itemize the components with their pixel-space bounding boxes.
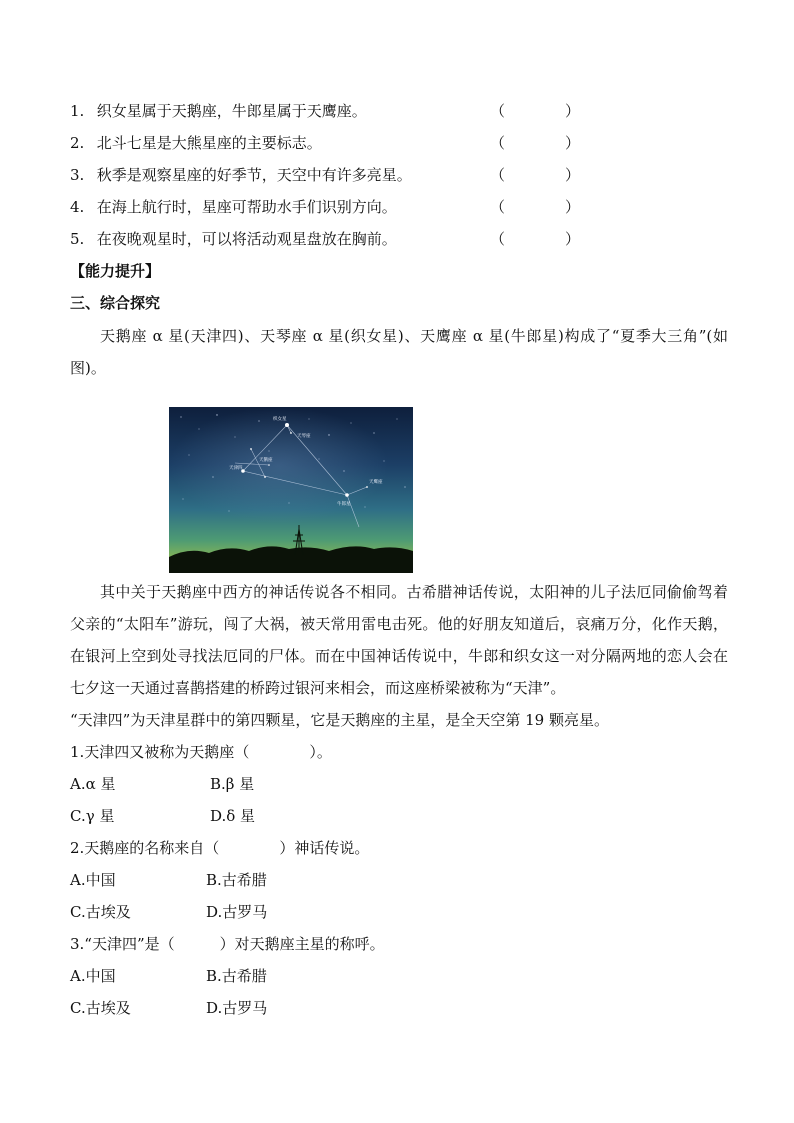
tf-item-number: 5.: [70, 230, 85, 248]
tf-item-number: 2.: [70, 134, 85, 152]
question-3-option-d[interactable]: D.古罗马: [206, 999, 268, 1017]
tf-item-text: 织女星属于天鹅座，牛郎星属于天鹰座。: [96, 102, 367, 120]
question-1-option-b[interactable]: B.β 星: [210, 775, 255, 793]
summer-triangle-photo: [169, 407, 413, 573]
intro-paragraph: 天鹅座 α 星(天津四)、天琴座 α 星(织女星)、天鹰座 α 星(牛郎星)构成了“夏季大三角”(如图)。: [70, 327, 728, 377]
question-1-option-d[interactable]: D.δ 星: [210, 807, 256, 825]
question-1-option-a[interactable]: A.α 星: [70, 775, 116, 793]
tf-item-text: 北斗七星是大熊星座的主要标志。: [96, 134, 322, 152]
question-2-stem: 2.天鹅座的名称来自（ ）神话传说。: [70, 839, 370, 857]
question-3-option-b[interactable]: B.古希腊: [206, 967, 267, 985]
section-heading: 【能力提升】: [70, 262, 161, 280]
tf-item-number: 3.: [70, 166, 85, 184]
tf-item-1: [70, 100, 367, 121]
question-3-stem: 3.“天津四”是（ ）对天鹅座主星的称呼。: [70, 935, 385, 953]
tf-answer-blank[interactable]: （ ）: [490, 134, 581, 152]
tf-item-2: [70, 132, 322, 153]
subsection-heading: 三、综合探究: [70, 294, 161, 312]
tf-answer-blank[interactable]: （ ）: [490, 230, 581, 248]
tf-item-text: 秋季是观察星座的好季节，天空中有许多亮星。: [96, 166, 412, 184]
tf-answer-blank[interactable]: （ ）: [490, 198, 581, 216]
story-paragraph-2: “天津四”为天津星群中的第四颗星，它是天鹅座的主星，是全天空第 19 颗亮星。: [70, 711, 609, 729]
tf-item-3: [70, 164, 412, 185]
question-2-option-b[interactable]: B.古希腊: [206, 871, 267, 889]
vega-star: [285, 423, 289, 427]
question-3-option-a[interactable]: A.中国: [70, 967, 116, 985]
label-cygnus: 天鹅座: [259, 458, 273, 463]
tf-item-number: 4.: [70, 198, 85, 216]
label-lyra: 天琴座: [297, 434, 311, 439]
question-2-option-a[interactable]: A.中国: [70, 871, 116, 889]
story-paragraph-1: 其中关于天鹅座中西方的神话传说各不相同。古希腊神话传说，太阳神的儿子法厄同偷偷驾着父亲的“太阳车”游玩，闯了大祸，被天常用雷电击死。他的好朋友知道后，哀痛万分，化作天鹅，在银河上空到处寻找法厄同的尸体。而在中国神话传说中，牛郎和织女这一对分隔两地的恋人会在七夕这一天通过喜鹊搭建的桥跨过银河来相会，而这座桥梁被称为“天津”。: [70, 583, 728, 697]
altair-star: [345, 493, 349, 497]
label-deneb: 天津四: [229, 466, 243, 471]
question-1-stem: 1.天津四又被称为天鹅座（ ）。: [70, 743, 332, 761]
question-3-option-c[interactable]: C.古埃及: [70, 999, 131, 1017]
tf-item-number: 1.: [70, 102, 85, 120]
tf-answer-blank[interactable]: （ ）: [490, 166, 581, 184]
tf-item-4: [70, 196, 397, 217]
tf-item-text: 在海上航行时，星座可帮助水手们识别方向。: [96, 198, 397, 216]
question-2-option-d[interactable]: D.古罗马: [206, 903, 268, 921]
tf-answer-blank[interactable]: （ ）: [490, 102, 581, 120]
label-altair: 牛郎星: [337, 502, 351, 507]
tf-item-5: [70, 228, 397, 249]
tf-item-text: 在夜晚观星时，可以将活动观星盘放在胸前。: [96, 230, 397, 248]
label-vega: 织女星: [273, 417, 287, 422]
question-1-option-c[interactable]: C.γ 星: [70, 807, 115, 825]
label-aquila: 天鹰座: [369, 480, 383, 485]
question-2-option-c[interactable]: C.古埃及: [70, 903, 131, 921]
